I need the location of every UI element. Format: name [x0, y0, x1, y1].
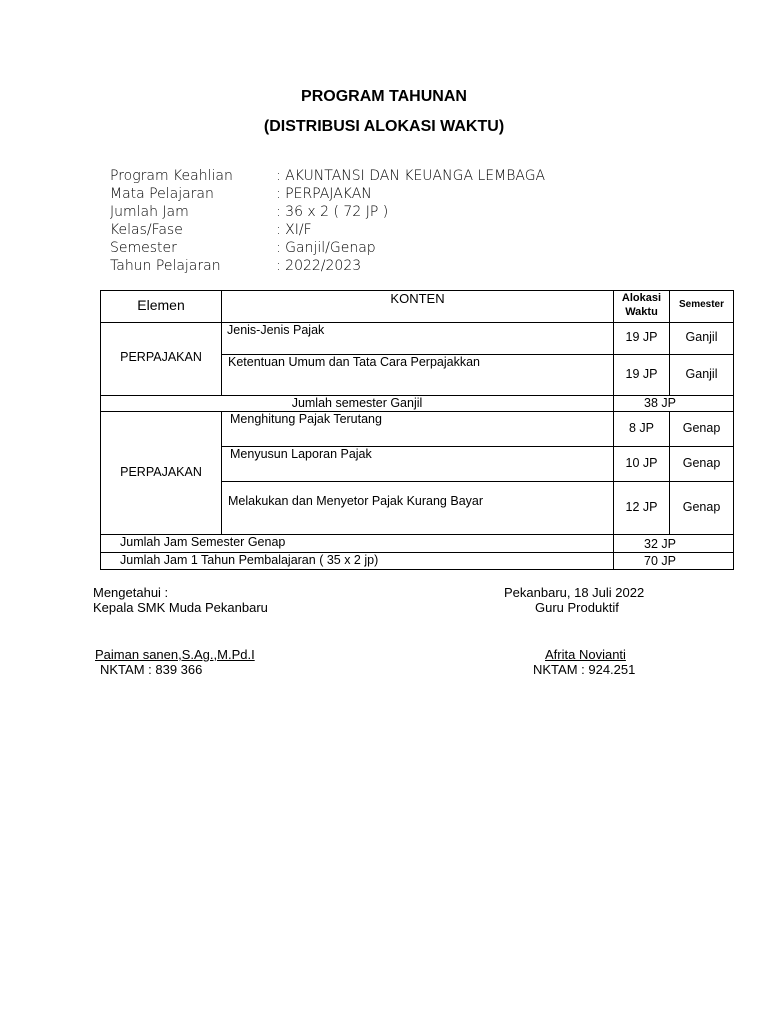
- header-alokasi-2: Waktu: [625, 306, 658, 318]
- info-key: Semester: [110, 240, 177, 256]
- header-elemen: Elemen: [137, 297, 185, 313]
- header-alokasi-1: Alokasi: [621, 292, 662, 304]
- info-value: : AKUNTANSI DAN KEUANGA LEMBAGA: [276, 168, 546, 184]
- konten-cell: Menghitung Pajak Terutang: [230, 412, 382, 426]
- semester-cell: Genap: [682, 500, 721, 514]
- info-value: : XI/F: [276, 222, 312, 238]
- sig-left-line1: Mengetahui :: [93, 585, 169, 600]
- semester-cell: Ganjil: [685, 367, 718, 381]
- table-border: [100, 290, 101, 570]
- alokasi-cell: 12 JP: [625, 500, 658, 514]
- elemen-group-ganjil: PERPAJAKAN: [120, 350, 202, 364]
- total-ganjil-value: 38 JP: [644, 396, 676, 410]
- info-value: : PERPAJAKAN: [276, 186, 372, 202]
- alokasi-cell: 19 JP: [625, 367, 658, 381]
- table-border: [100, 411, 734, 412]
- info-value: : Ganjil/Genap: [276, 240, 376, 256]
- alokasi-cell: 10 JP: [625, 456, 658, 470]
- table-border: [733, 290, 734, 570]
- semester-cell: Ganjil: [685, 330, 718, 344]
- elemen-group-genap: PERPAJAKAN: [120, 465, 202, 479]
- info-value: : 2022/2023: [276, 258, 362, 274]
- header-semester: Semester: [678, 299, 725, 310]
- header-konten: KONTEN: [390, 291, 445, 306]
- table-border: [100, 322, 734, 323]
- konten-cell: Menyusun Laporan Pajak: [230, 447, 372, 461]
- table-border: [100, 569, 734, 570]
- table-border: [221, 481, 734, 482]
- page-subtitle: (DISTRIBUSI ALOKASI WAKTU): [263, 118, 505, 135]
- semester-cell: Genap: [682, 456, 721, 470]
- grand-total-label: Jumlah Jam 1 Tahun Pembalajaran ( 35 x 2 jp): [120, 553, 379, 567]
- info-key: Program Keahlian: [110, 168, 233, 184]
- sig-right-id: NKTAM : 924.251: [533, 662, 636, 677]
- total-genap-value: 32 JP: [644, 537, 676, 551]
- sig-left-line2: Kepala SMK Muda Pekanbaru: [93, 600, 268, 615]
- info-key: Tahun Pelajaran: [110, 258, 221, 274]
- page-title: PROGRAM TAHUNAN: [301, 88, 467, 105]
- alokasi-cell: 8 JP: [628, 421, 654, 435]
- konten-cell: Melakukan dan Menyetor Pajak Kurang Bayar: [228, 494, 484, 508]
- semester-cell: Genap: [682, 421, 721, 435]
- sig-right-name: Afrita Novianti: [545, 647, 626, 662]
- konten-cell: Ketentuan Umum dan Tata Cara Perpajakkan: [228, 355, 481, 369]
- total-ganjil-label: Jumlah semester Ganjil: [291, 396, 423, 410]
- table-border: [221, 411, 222, 535]
- konten-cell: Jenis-Jenis Pajak: [227, 323, 325, 337]
- sig-right-line1: Pekanbaru, 18 Juli 2022: [504, 585, 645, 600]
- grand-total-value: 70 JP: [644, 554, 676, 568]
- alokasi-cell: 19 JP: [625, 330, 658, 344]
- info-key: Jumlah Jam: [110, 204, 189, 220]
- sig-left-id: NKTAM : 839 366: [100, 662, 203, 677]
- sig-right-line2: Guru Produktif: [535, 600, 619, 615]
- info-key: Mata Pelajaran: [110, 186, 214, 202]
- info-key: Kelas/Fase: [110, 222, 183, 238]
- total-genap-label: Jumlah Jam Semester Genap: [120, 535, 286, 549]
- info-value: : 36 x 2 ( 72 JP ): [276, 204, 389, 220]
- sig-left-name: Paiman sanen,S.Ag.,M.Pd.I: [95, 647, 255, 662]
